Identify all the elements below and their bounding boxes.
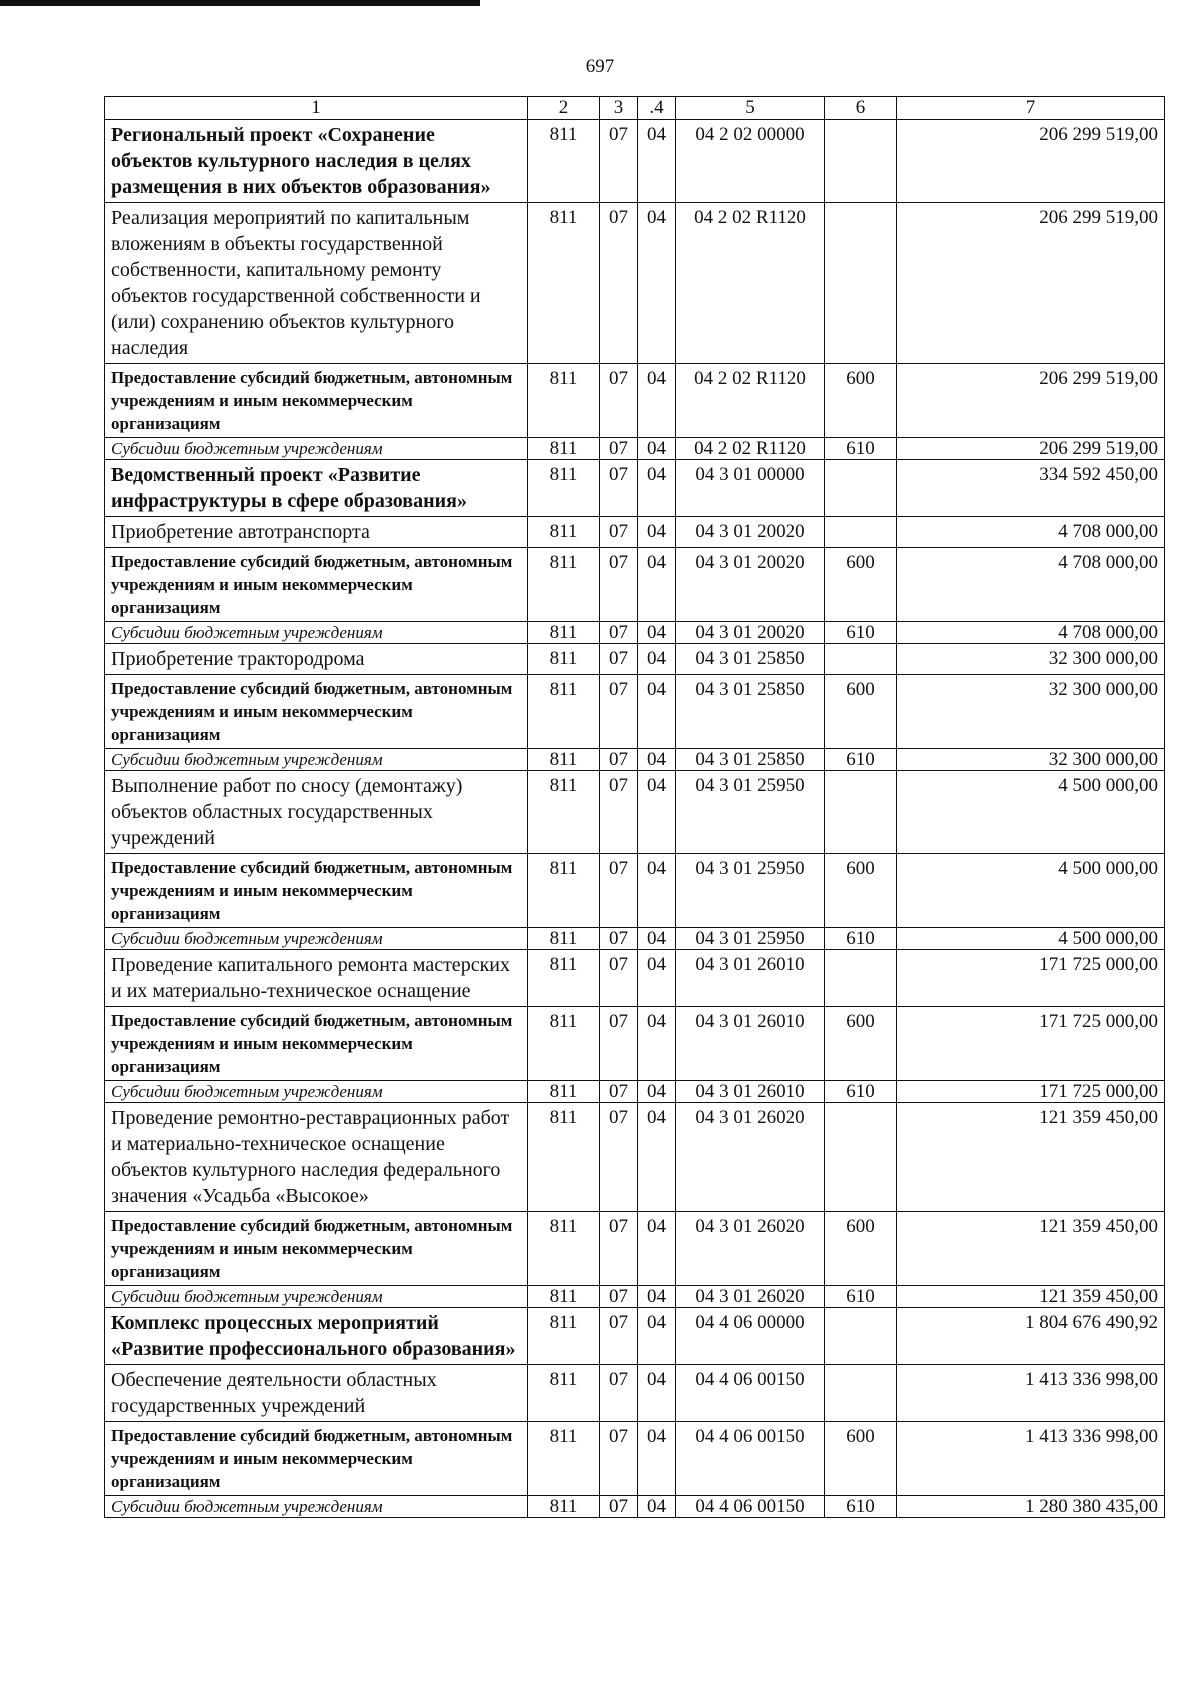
table-row (105, 771, 1165, 854)
column-header: 3 (600, 97, 638, 120)
cell-expense-type (825, 120, 897, 203)
cell-expense-type (825, 1365, 897, 1422)
cell-section: 07 (600, 928, 638, 950)
cell-expense-type: 600 (825, 364, 897, 438)
cell-target-article: 04 3 01 20020 (676, 622, 825, 644)
cell-target-article: 04 4 06 00150 (676, 1365, 825, 1422)
column-header: 1 (105, 97, 528, 120)
table-row (105, 854, 1165, 928)
cell-expense-type (825, 517, 897, 548)
cell-section: 07 (600, 749, 638, 771)
cell-subsection: 04 (638, 438, 676, 460)
item-name: Субсидии бюджетным учреждениям (105, 1286, 528, 1308)
cell-subsection: 04 (638, 203, 676, 364)
cell-amount: 4 500 000,00 (897, 854, 1165, 928)
cell-section: 07 (600, 120, 638, 203)
table-row (105, 1007, 1165, 1081)
cell-subsection: 04 (638, 1496, 676, 1518)
cell-grbs: 811 (528, 1007, 600, 1081)
cell-grbs: 811 (528, 622, 600, 644)
cell-section: 07 (600, 438, 638, 460)
cell-amount: 4 708 000,00 (897, 548, 1165, 622)
cell-amount: 4 500 000,00 (897, 928, 1165, 950)
cell-grbs: 811 (528, 1286, 600, 1308)
cell-section: 07 (600, 675, 638, 749)
cell-section: 07 (600, 1286, 638, 1308)
cell-expense-type: 600 (825, 854, 897, 928)
item-name: Проведение ремонтно-реставрационных работ и материально-техническое оснащение объектов культурного наследия федерального значения «Усадьба «Высокое» (105, 1103, 528, 1212)
cell-grbs: 811 (528, 644, 600, 675)
item-name: Субсидии бюджетным учреждениям (105, 928, 528, 950)
cell-subsection: 04 (638, 771, 676, 854)
cell-target-article: 04 3 01 25950 (676, 928, 825, 950)
cell-section: 07 (600, 950, 638, 1007)
cell-section: 07 (600, 460, 638, 517)
cell-target-article: 04 3 01 26010 (676, 1081, 825, 1103)
cell-amount: 32 300 000,00 (897, 644, 1165, 675)
item-name: Предоставление субсидий бюджетным, автономным учреждениям и иным некоммерческим организациям (105, 675, 528, 749)
table-row (105, 644, 1165, 675)
cell-target-article: 04 3 01 25850 (676, 644, 825, 675)
cell-expense-type: 610 (825, 1496, 897, 1518)
cell-amount: 4 500 000,00 (897, 771, 1165, 854)
cell-expense-type: 610 (825, 438, 897, 460)
cell-subsection: 04 (638, 1308, 676, 1365)
item-name: Проведение капитального ремонта мастерских и их материально-техническое оснащение (105, 950, 528, 1007)
cell-expense-type: 610 (825, 1286, 897, 1308)
cell-expense-type: 610 (825, 928, 897, 950)
item-name: Приобретение трактородрома (105, 644, 528, 675)
cell-subsection: 04 (638, 1422, 676, 1496)
table-row (105, 928, 1165, 950)
cell-amount: 1 280 380 435,00 (897, 1496, 1165, 1518)
cell-subsection: 04 (638, 749, 676, 771)
column-header: 7 (897, 97, 1165, 120)
column-number-row (105, 97, 1165, 120)
cell-subsection: 04 (638, 675, 676, 749)
cell-subsection: 04 (638, 1365, 676, 1422)
cell-amount: 334 592 450,00 (897, 460, 1165, 517)
cell-section: 07 (600, 203, 638, 364)
item-name: Обеспечение деятельности областных государственных учреждений (105, 1365, 528, 1422)
cell-amount: 121 359 450,00 (897, 1286, 1165, 1308)
cell-section: 07 (600, 1496, 638, 1518)
cell-grbs: 811 (528, 120, 600, 203)
item-name: Ведомственный проект «Развитие инфраструктуры в сфере образования» (105, 460, 528, 517)
table-row (105, 460, 1165, 517)
table-row (105, 1286, 1165, 1308)
cell-expense-type: 600 (825, 1007, 897, 1081)
cell-grbs: 811 (528, 203, 600, 364)
page-number: 697 (585, 56, 615, 77)
cell-grbs: 811 (528, 928, 600, 950)
cell-target-article: 04 4 06 00150 (676, 1496, 825, 1518)
cell-amount: 1 413 336 998,00 (897, 1422, 1165, 1496)
cell-grbs: 811 (528, 517, 600, 548)
item-name: Предоставление субсидий бюджетным, автономным учреждениям и иным некоммерческим организациям (105, 548, 528, 622)
item-name: Региональный проект «Сохранение объектов культурного наследия в целях размещения в них объектов образования» (105, 120, 528, 203)
cell-expense-type (825, 203, 897, 364)
cell-subsection: 04 (638, 364, 676, 438)
cell-grbs: 811 (528, 1365, 600, 1422)
cell-grbs: 811 (528, 771, 600, 854)
cell-grbs: 811 (528, 364, 600, 438)
cell-grbs: 811 (528, 1103, 600, 1212)
cell-amount: 171 725 000,00 (897, 950, 1165, 1007)
table-row (105, 749, 1165, 771)
cell-expense-type: 600 (825, 1212, 897, 1286)
cell-subsection: 04 (638, 928, 676, 950)
item-name: Предоставление субсидий бюджетным, автономным учреждениям и иным некоммерческим организациям (105, 1007, 528, 1081)
table-row (105, 120, 1165, 203)
cell-subsection: 04 (638, 950, 676, 1007)
cell-subsection: 04 (638, 854, 676, 928)
cell-subsection: 04 (638, 1103, 676, 1212)
item-name: Реализация мероприятий по капитальным вложениям в объекты государственной собственности, капитальному ремонту объектов государственной собственности и (или) сохранению объектов культурного наследия (105, 203, 528, 364)
cell-target-article: 04 3 01 26010 (676, 1007, 825, 1081)
cell-grbs: 811 (528, 854, 600, 928)
item-name: Субсидии бюджетным учреждениям (105, 438, 528, 460)
cell-subsection: 04 (638, 1286, 676, 1308)
cell-expense-type (825, 644, 897, 675)
cell-expense-type (825, 1103, 897, 1212)
table-row (105, 1212, 1165, 1286)
cell-amount: 32 300 000,00 (897, 749, 1165, 771)
table-row (105, 1365, 1165, 1422)
table-row (105, 1496, 1165, 1518)
item-name: Предоставление субсидий бюджетным, автономным учреждениям и иным некоммерческим организациям (105, 364, 528, 438)
cell-target-article: 04 3 01 00000 (676, 460, 825, 517)
cell-target-article: 04 2 02 R1120 (676, 438, 825, 460)
table-row (105, 622, 1165, 644)
cell-expense-type: 610 (825, 1081, 897, 1103)
table-row (105, 1422, 1165, 1496)
cell-section: 07 (600, 644, 638, 675)
cell-expense-type: 600 (825, 548, 897, 622)
cell-amount: 4 708 000,00 (897, 517, 1165, 548)
cell-expense-type: 610 (825, 622, 897, 644)
cell-expense-type (825, 460, 897, 517)
item-name: Субсидии бюджетным учреждениям (105, 749, 528, 771)
cell-amount: 171 725 000,00 (897, 1007, 1165, 1081)
cell-expense-type: 600 (825, 675, 897, 749)
item-name: Предоставление субсидий бюджетным, автономным учреждениям и иным некоммерческим организациям (105, 1212, 528, 1286)
cell-grbs: 811 (528, 749, 600, 771)
cell-grbs: 811 (528, 1081, 600, 1103)
column-header: 6 (825, 97, 897, 120)
cell-subsection: 04 (638, 517, 676, 548)
cell-grbs: 811 (528, 1212, 600, 1286)
cell-subsection: 04 (638, 1007, 676, 1081)
cell-amount: 121 359 450,00 (897, 1103, 1165, 1212)
cell-target-article: 04 2 02 R1120 (676, 364, 825, 438)
item-name: Предоставление субсидий бюджетным, автономным учреждениям и иным некоммерческим организациям (105, 854, 528, 928)
cell-section: 07 (600, 1308, 638, 1365)
cell-target-article: 04 3 01 26010 (676, 950, 825, 1007)
cell-target-article: 04 3 01 25950 (676, 771, 825, 854)
cell-target-article: 04 3 01 26020 (676, 1286, 825, 1308)
item-name: Выполнение работ по сносу (демонтажу) объектов областных государственных учреждений (105, 771, 528, 854)
cell-section: 07 (600, 517, 638, 548)
item-name: Приобретение автотранспорта (105, 517, 528, 548)
cell-grbs: 811 (528, 1422, 600, 1496)
item-name: Субсидии бюджетным учреждениям (105, 1496, 528, 1518)
item-name: Субсидии бюджетным учреждениям (105, 1081, 528, 1103)
cell-target-article: 04 3 01 25850 (676, 749, 825, 771)
table-row (105, 1308, 1165, 1365)
cell-subsection: 04 (638, 120, 676, 203)
cell-amount: 32 300 000,00 (897, 675, 1165, 749)
cell-grbs: 811 (528, 1308, 600, 1365)
cell-amount: 206 299 519,00 (897, 364, 1165, 438)
cell-grbs: 811 (528, 1496, 600, 1518)
table-row (105, 950, 1165, 1007)
cell-grbs: 811 (528, 438, 600, 460)
cell-target-article: 04 2 02 00000 (676, 120, 825, 203)
table-row (105, 675, 1165, 749)
cell-subsection: 04 (638, 622, 676, 644)
cell-amount: 206 299 519,00 (897, 438, 1165, 460)
top-scan-rule (0, 0, 480, 6)
cell-grbs: 811 (528, 548, 600, 622)
cell-target-article: 04 3 01 25950 (676, 854, 825, 928)
cell-section: 07 (600, 1103, 638, 1212)
item-name: Предоставление субсидий бюджетным, автономным учреждениям и иным некоммерческим организациям (105, 1422, 528, 1496)
cell-expense-type (825, 1308, 897, 1365)
cell-section: 07 (600, 771, 638, 854)
column-header: .4 (638, 97, 676, 120)
cell-amount: 206 299 519,00 (897, 203, 1165, 364)
cell-amount: 206 299 519,00 (897, 120, 1165, 203)
cell-section: 07 (600, 1007, 638, 1081)
cell-target-article: 04 4 06 00000 (676, 1308, 825, 1365)
cell-section: 07 (600, 548, 638, 622)
table-row (105, 1103, 1165, 1212)
cell-target-article: 04 4 06 00150 (676, 1422, 825, 1496)
cell-target-article: 04 3 01 20020 (676, 517, 825, 548)
table-row (105, 1081, 1165, 1103)
budget-table (104, 96, 1165, 1518)
cell-target-article: 04 3 01 25850 (676, 675, 825, 749)
cell-grbs: 811 (528, 950, 600, 1007)
cell-target-article: 04 3 01 26020 (676, 1212, 825, 1286)
table-body (105, 120, 1165, 1518)
table-row (105, 364, 1165, 438)
cell-grbs: 811 (528, 460, 600, 517)
cell-target-article: 04 3 01 26020 (676, 1103, 825, 1212)
cell-expense-type: 600 (825, 1422, 897, 1496)
cell-grbs: 811 (528, 675, 600, 749)
cell-subsection: 04 (638, 548, 676, 622)
cell-expense-type: 610 (825, 749, 897, 771)
cell-amount: 1 413 336 998,00 (897, 1365, 1165, 1422)
table-row (105, 548, 1165, 622)
cell-section: 07 (600, 364, 638, 438)
cell-amount: 171 725 000,00 (897, 1081, 1165, 1103)
table-row (105, 517, 1165, 548)
table-row (105, 203, 1165, 364)
cell-expense-type (825, 771, 897, 854)
cell-section: 07 (600, 1081, 638, 1103)
cell-amount: 1 804 676 490,92 (897, 1308, 1165, 1365)
cell-amount: 121 359 450,00 (897, 1212, 1165, 1286)
item-name: Субсидии бюджетным учреждениям (105, 622, 528, 644)
column-header: 2 (528, 97, 600, 120)
cell-subsection: 04 (638, 1081, 676, 1103)
cell-subsection: 04 (638, 644, 676, 675)
cell-amount: 4 708 000,00 (897, 622, 1165, 644)
cell-section: 07 (600, 854, 638, 928)
item-name: Комплекс процессных мероприятий «Развитие профессионального образования» (105, 1308, 528, 1365)
cell-section: 07 (600, 622, 638, 644)
cell-section: 07 (600, 1365, 638, 1422)
cell-subsection: 04 (638, 460, 676, 517)
cell-expense-type (825, 950, 897, 1007)
column-header: 5 (676, 97, 825, 120)
cell-section: 07 (600, 1422, 638, 1496)
cell-section: 07 (600, 1212, 638, 1286)
cell-subsection: 04 (638, 1212, 676, 1286)
cell-target-article: 04 3 01 20020 (676, 548, 825, 622)
table-row (105, 438, 1165, 460)
cell-target-article: 04 2 02 R1120 (676, 203, 825, 364)
